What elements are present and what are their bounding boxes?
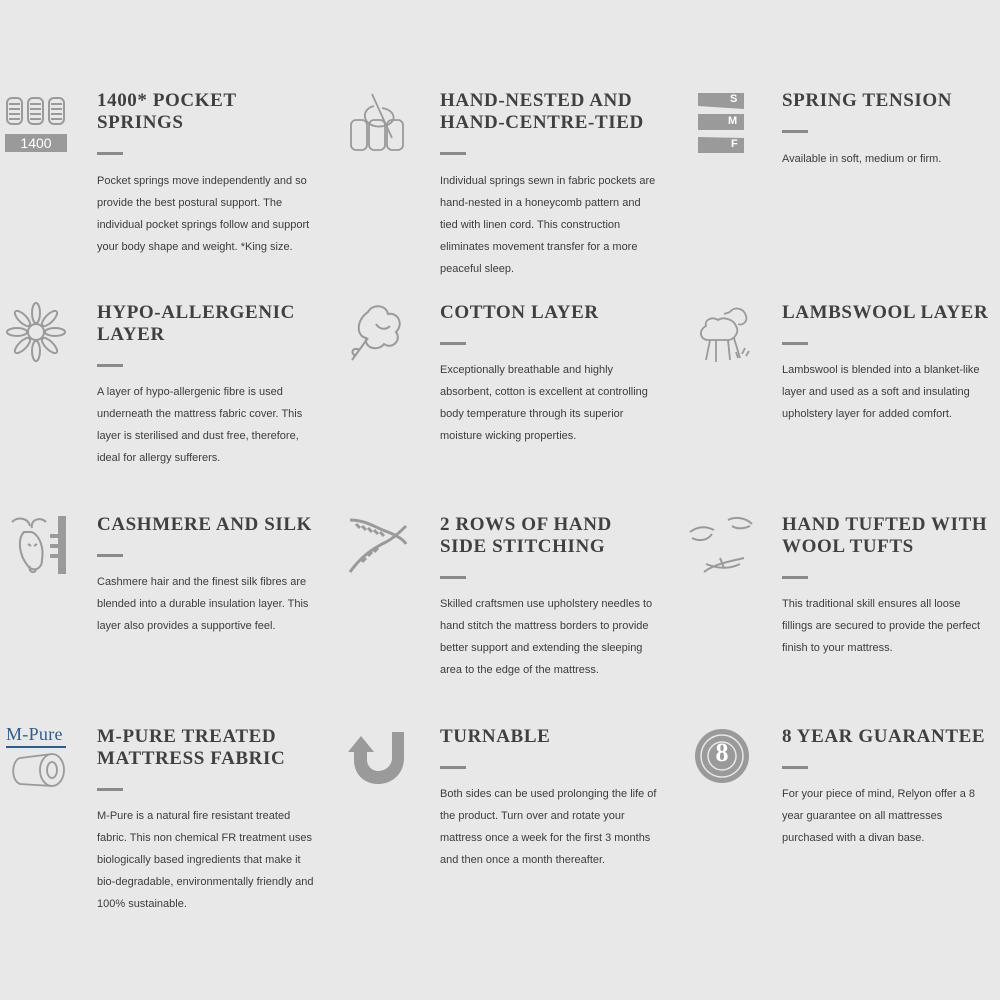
title-divider: [440, 152, 466, 155]
feature-hand-tufted: [680, 492, 1000, 704]
feature-title: 1400* POCKET SPRINGS: [97, 90, 237, 133]
title-divider: [97, 554, 123, 557]
title-divider: [97, 788, 123, 791]
feature-cotton-layer: [340, 280, 680, 492]
feature-description: Cashmere hair and the finest silk fibres are blended into a durable insulation layer. This layer also provides a supportive feel.: [97, 576, 309, 632]
title-divider: [440, 342, 466, 345]
feature-title: TURNABLE: [440, 726, 551, 747]
feature-title: HYPO-ALLERGENIC LAYER: [97, 302, 295, 345]
feature-description: This traditional skill ensures all loose fillings are secured to provide the perfect finish to your mattress.: [782, 598, 981, 654]
feature-hand-nested: [340, 0, 680, 280]
feature-title: 8 YEAR GUARANTEE: [782, 726, 986, 747]
tension-letter-soft: S: [730, 93, 738, 105]
feature-title: CASHMERE AND SILK: [97, 514, 313, 535]
feature-title: LAMBSWOOL LAYER: [782, 302, 989, 323]
feature-cashmere-silk: [0, 492, 340, 704]
goat-icon: [4, 514, 68, 576]
feature-title: SPRING TENSION: [782, 90, 953, 111]
feature-description: For your piece of mind, Relyon offer a 8 year guarantee on all mattresses purchased with a divan base.: [782, 788, 976, 844]
feature-spring-tension: [680, 0, 1000, 280]
m-pure-logo-icon: [6, 724, 72, 790]
m-pure-logo-text: M-Pure: [6, 724, 63, 744]
feature-description: Skilled craftsmen use upholstery needles to hand stitch the mattress borders to provide better support and extending the sleeping area to the edge of the mattress.: [440, 598, 653, 676]
springs-icon-badge: 1400: [20, 135, 52, 151]
feature-side-stitching: [340, 492, 680, 704]
turn-arrow-icon: [348, 728, 406, 786]
logo-underline: [6, 746, 66, 748]
needle-springs-icon: [348, 90, 408, 154]
title-divider: [782, 342, 808, 345]
title-divider: [440, 576, 466, 579]
feature-description: A layer of hypo-allergenic fibre is used underneath the mattress fabric cover. This layer is sterilised and dust free, therefore, ideal for allergy sufferers.: [97, 386, 303, 464]
title-divider: [782, 576, 808, 579]
feature-hypo-allergenic: [0, 280, 340, 492]
feature-turnable: [340, 704, 680, 964]
feature-pocket-springs: [0, 0, 340, 280]
tufts-icon: [688, 512, 754, 578]
feature-title: M-PURE TREATED MATTRESS FABRIC: [97, 726, 286, 769]
flower-icon: [6, 302, 66, 362]
feature-title: COTTON LAYER: [440, 302, 599, 323]
title-divider: [440, 766, 466, 769]
feature-guarantee: [680, 704, 1000, 964]
feature-description: Pocket springs move independently and so provide the best postural support. The individual pocket springs follow and support your body shape and weight. *King size.: [97, 175, 310, 253]
feature-description: Lambswool is blended into a blanket-like layer and used as a soft and insulating upholstery layer for added comfort.: [782, 364, 980, 420]
feature-m-pure: [0, 704, 340, 964]
title-divider: [782, 766, 808, 769]
feature-lambswool-layer: [680, 280, 1000, 492]
lamb-icon: [694, 304, 752, 366]
springs-icon: [4, 96, 68, 154]
tension-letter-medium: M: [728, 115, 738, 127]
feature-description: Both sides can be used prolonging the life of the product. Turn over and rotate your mattress once a week for the first 3 months and then once a month thereafter.: [440, 788, 657, 866]
tension-icon: [698, 92, 744, 154]
feature-title: 2 ROWS OF HAND SIDE STITCHING: [440, 514, 612, 557]
title-divider: [97, 364, 123, 367]
tension-letter-firm: F: [731, 138, 738, 150]
title-divider: [782, 130, 808, 133]
guarantee-seal-icon: [694, 728, 750, 784]
feature-title: HAND TUFTED WITH WOOL TUFTS: [782, 514, 988, 557]
feature-title: HAND-NESTED AND HAND-CENTRE-TIED: [440, 90, 644, 133]
feature-description: Exceptionally breathable and highly absorbent, cotton is excellent at controlling body temperature through its superior moisture wicking properties.: [440, 364, 648, 442]
stitching-icon: [346, 514, 408, 576]
feature-description: Individual springs sewn in fabric pockets are hand-nested in a honeycomb pattern and tied with linen cord. This construction eliminates movement transfer for a more peaceful sleep.: [440, 175, 656, 275]
feature-description: Available in soft, medium or firm.: [782, 153, 942, 165]
guarantee-seal-number: 8: [715, 738, 729, 767]
title-divider: [97, 152, 123, 155]
feature-description: M-Pure is a natural fire resistant treated fabric. This non chemical FR treatment uses biologically based ingredients that make it bio-degradable, environmentally friendly and 100% sustainable.: [97, 810, 314, 910]
cotton-icon: [346, 302, 408, 366]
